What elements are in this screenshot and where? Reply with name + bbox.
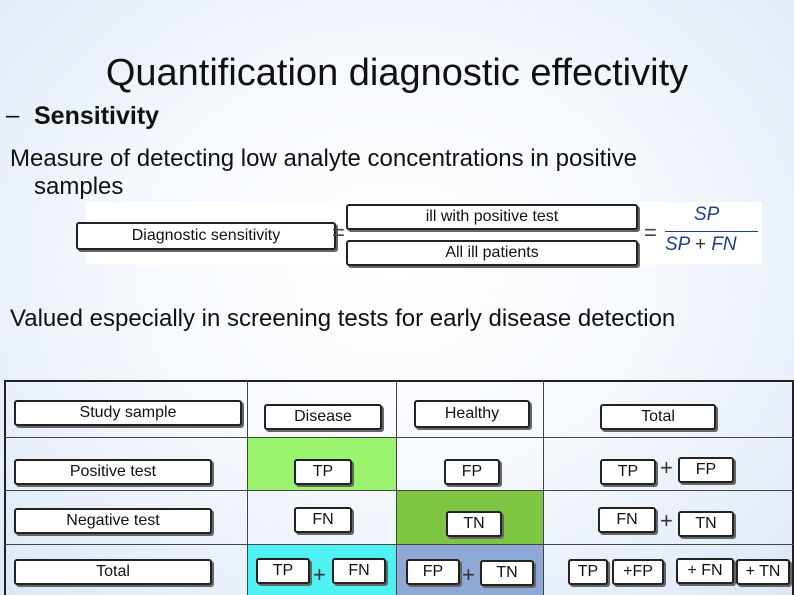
- header-total: Total: [600, 404, 716, 430]
- row-divider-3: [4, 544, 794, 545]
- valued-text: Valued especially in screening tests for early disease detection: [10, 305, 676, 332]
- healthy-total-fp: FP: [406, 559, 460, 585]
- bullet-dash: –: [6, 102, 20, 129]
- measure-line-1: Measure of detecting low analyte concentrations in positive: [10, 145, 638, 172]
- fraction-numerator: SP: [694, 204, 720, 225]
- fraction-den-sp: SP: [665, 234, 690, 255]
- numerator-box: ill with positive test: [346, 204, 638, 230]
- grand-total-tn: + TN: [736, 559, 790, 585]
- healthy-total-plus: +: [462, 562, 475, 587]
- row-label-negative: Negative test: [14, 508, 212, 534]
- measure-line-2: samples: [34, 173, 124, 200]
- row-divider-1: [4, 437, 794, 438]
- cell-fn: FN: [294, 507, 352, 533]
- header-study-sample: Study sample: [14, 400, 242, 426]
- total-pos-fp: FP: [678, 457, 734, 483]
- diagnostic-sensitivity-box: Diagnostic sensitivity: [76, 222, 336, 250]
- cell-tp: TP: [294, 459, 352, 485]
- total-neg-tn: TN: [678, 511, 734, 537]
- fraction-bar: [665, 231, 758, 232]
- grand-total-fp: +FP: [612, 559, 664, 585]
- fraction-denominator: [665, 234, 737, 256]
- disease-total-plus: +: [313, 562, 326, 587]
- header-disease: Disease: [264, 404, 382, 430]
- row-divider-2: [4, 490, 794, 491]
- formula-equals-1: =: [332, 220, 345, 245]
- formula-equals-2: =: [644, 220, 657, 245]
- row-label-positive: Positive test: [14, 459, 212, 485]
- total-pos-plus: +: [660, 455, 673, 480]
- denominator-box: All ill patients: [346, 240, 638, 266]
- header-healthy: Healthy: [414, 400, 530, 428]
- measure-text: [10, 145, 790, 201]
- grand-total-fn: + FN: [676, 558, 734, 584]
- total-neg-plus: +: [660, 508, 673, 533]
- healthy-total-tn: TN: [480, 560, 534, 586]
- disease-total-fn: FN: [332, 558, 386, 584]
- grand-total-tp: TP: [568, 559, 608, 585]
- col-divider-3: [543, 380, 544, 595]
- slide-title: Quantification diagnostic effectivity: [105, 52, 689, 94]
- total-pos-tp: TP: [600, 459, 656, 485]
- disease-total-tp: TP: [256, 558, 310, 584]
- bullet-sensitivity: Sensitivity: [34, 102, 160, 130]
- total-neg-fn: FN: [598, 507, 656, 533]
- col-divider-1: [247, 380, 248, 595]
- fraction-den-plus: +: [694, 234, 707, 255]
- row-label-total: Total: [14, 559, 212, 585]
- cell-fp: FP: [444, 459, 500, 485]
- col-divider-2: [396, 380, 397, 595]
- fraction-den-fn: FN: [711, 234, 737, 255]
- cell-tn: TN: [446, 511, 502, 537]
